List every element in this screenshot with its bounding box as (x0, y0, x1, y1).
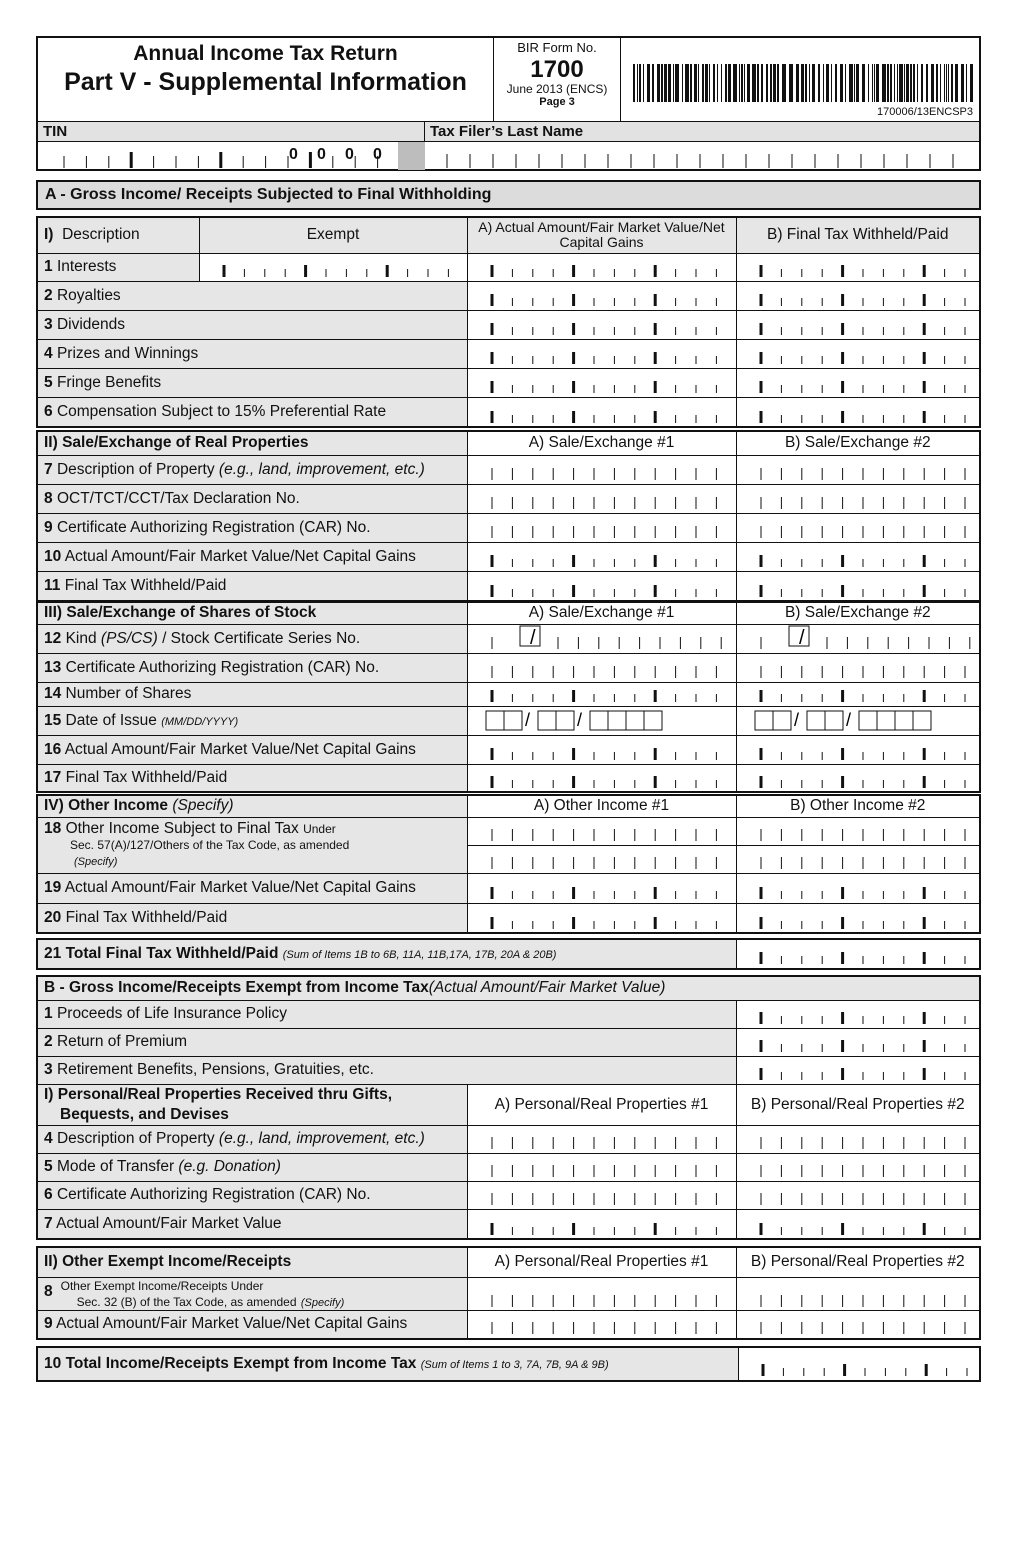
property-desc-2-field[interactable] (736, 455, 980, 484)
other-tax-2-field[interactable] (736, 903, 980, 933)
property-desc-1-field[interactable] (467, 455, 736, 484)
row-8-label: 8 OCT/TCT/CCT/Tax Declaration No. (37, 484, 467, 513)
other-exempt-2-field[interactable] (736, 1277, 980, 1311)
exempt-amount-2-field[interactable] (736, 1311, 980, 1339)
barcode-image (633, 64, 973, 102)
transfer-mode-1-field[interactable] (467, 1153, 736, 1181)
row-7-label: 7 Description of Property (e.g., land, improvement, etc.) (37, 455, 467, 484)
section-a-part2-table (36, 430, 981, 602)
real-tax-2-field[interactable] (736, 571, 980, 601)
b-part2-col-a-header: A) Personal/Real Properties #1 (467, 1247, 736, 1277)
royalties-tax-field[interactable] (736, 281, 980, 310)
b-row-6-label: 6 Certificate Authorizing Registration (CAR) No. (37, 1181, 467, 1209)
stock-tax-2-field[interactable] (736, 764, 980, 792)
gift-desc-1-field[interactable] (467, 1125, 736, 1153)
part2-col-a-header: A) Sale/Exchange #1 (467, 431, 736, 455)
exempt-header: Exempt (199, 217, 467, 253)
part3-col-a-header: A) Sale/Exchange #1 (467, 602, 736, 624)
tin-row (36, 121, 981, 171)
row-15-label: 15 Date of Issue (MM/DD/YYYY) (37, 706, 467, 735)
issue-date-1-field[interactable] (467, 706, 736, 735)
section-a-part1-table (36, 216, 981, 428)
transfer-mode-2-field[interactable] (736, 1153, 980, 1181)
b-part1-col-a-header: A) Personal/Real Properties #1 (467, 1084, 736, 1125)
row-3-label: 3 Dividends (37, 310, 467, 339)
total-final-tax-field[interactable] (736, 939, 980, 969)
tin-branch-digit: 0 (317, 146, 326, 163)
real-tax-1-field[interactable] (467, 571, 736, 601)
gift-car-2-field[interactable] (736, 1181, 980, 1209)
svg-text:/: / (793, 709, 799, 730)
other-income-2a-field[interactable] (736, 817, 980, 845)
real-amount-1-field[interactable] (467, 542, 736, 571)
row-16-label: 16 Actual Amount/Fair Market Value/Net Capital Gains (37, 735, 467, 764)
gift-amount-2-field[interactable] (736, 1209, 980, 1239)
shares-count-1-field[interactable] (467, 682, 736, 706)
car-no-2-field[interactable] (736, 513, 980, 542)
form-title-block (38, 38, 494, 123)
row-18-label: 18 Other Income Subject to Final Tax Under Sec. 57(A)/127/Others of the Tax Code, as amended (Specify) (37, 817, 467, 873)
stock-car-1-field[interactable] (467, 653, 736, 682)
row-5-label: 5 Fringe Benefits (37, 368, 467, 397)
life-insurance-field[interactable] (736, 1000, 980, 1028)
real-amount-2-field[interactable] (736, 542, 980, 571)
b-row-1-label: 1 Proceeds of Life Insurance Policy (37, 1000, 736, 1028)
b-row-10-label: 10 Total Income/Receipts Exempt from Income Tax (Sum of Items 1 to 3, 7A, 7B, 9A & 9B) (37, 1347, 738, 1381)
svg-text:/: / (845, 709, 851, 730)
dividends-tax-field[interactable] (736, 310, 980, 339)
other-income-1a-field[interactable] (467, 817, 736, 845)
b-part2-header: II) Other Exempt Income/Receipts (37, 1247, 467, 1277)
other-amount-1-field[interactable] (467, 873, 736, 903)
row-20-label: 20 Final Tax Withheld/Paid (37, 903, 467, 933)
section-a-part3-table (36, 601, 981, 793)
row-14-label: 14 Number of Shares (37, 682, 467, 706)
description-header: I) Description (37, 217, 199, 253)
b-row-5-label: 5 Mode of Transfer (e.g. Donation) (37, 1153, 467, 1181)
tin-branch-digit: 0 (345, 146, 354, 163)
compensation-amount-field[interactable] (467, 397, 736, 427)
interests-exempt-field[interactable] (199, 253, 467, 281)
tin-input[interactable] (38, 142, 425, 170)
part4-header: IV) Other Income (Specify) (37, 795, 467, 817)
stock-kind-2-field[interactable] (736, 624, 980, 653)
form-number-label: BIR Form No. (517, 40, 597, 55)
stock-car-2-field[interactable] (736, 653, 980, 682)
section-a-header (36, 180, 981, 210)
form-title: Annual Income Tax Return (133, 42, 398, 65)
part4-col-a-header: A) Other Income #1 (467, 795, 736, 817)
stock-amount-2-field[interactable] (736, 735, 980, 764)
row-19-label: 19 Actual Amount/Fair Market Value/Net Capital Gains (37, 873, 467, 903)
oct-no-1-field[interactable] (467, 484, 736, 513)
svg-text:/: / (529, 626, 536, 649)
part3-col-b-header: B) Sale/Exchange #2 (736, 602, 980, 624)
other-amount-2-field[interactable] (736, 873, 980, 903)
fringe-amount-field[interactable] (467, 368, 736, 397)
part4-col-b-header: B) Other Income #2 (736, 795, 980, 817)
svg-text:/: / (524, 709, 530, 730)
actual-amount-header: A) Actual Amount/Fair Market Value/Net Capital Gains (467, 217, 736, 253)
row-6-label: 6 Compensation Subject to 15% Preferential Rate (37, 397, 467, 427)
total-exempt-field[interactable] (738, 1347, 980, 1381)
gift-car-1-field[interactable] (467, 1181, 736, 1209)
section-b-part2-table (36, 1246, 981, 1340)
dividends-amount-field[interactable] (467, 310, 736, 339)
section-b-total-table (36, 1346, 981, 1382)
page-number: Page 3 (539, 96, 575, 109)
form-header (36, 36, 981, 121)
part2-col-b-header: B) Sale/Exchange #2 (736, 431, 980, 455)
row-12-label: 12 Kind (PS/CS) / Stock Certificate Series No. (37, 624, 467, 653)
oct-no-2-field[interactable] (736, 484, 980, 513)
tin-shaded-box (398, 142, 425, 170)
section-b-header: B - Gross Income/Receipts Exempt from Income Tax(Actual Amount/Fair Market Value) (37, 976, 980, 1000)
compensation-tax-field[interactable] (736, 397, 980, 427)
royalties-amount-field[interactable] (467, 281, 736, 310)
row-11-label: 11 Final Tax Withheld/Paid (37, 571, 467, 601)
row-17-label: 17 Final Tax Withheld/Paid (37, 764, 467, 792)
other-income-2b-field[interactable] (736, 845, 980, 873)
car-no-1-field[interactable] (467, 513, 736, 542)
last-name-input[interactable] (425, 142, 979, 170)
b-row-4-label: 4 Description of Property (e.g., land, improvement, etc.) (37, 1125, 467, 1153)
row-21-label: 21 Total Final Tax Withheld/Paid (Sum of Items 1B to 6B, 11A, 11B,17A, 17B, 20A & 20B) (37, 939, 736, 969)
other-income-1b-field[interactable] (467, 845, 736, 873)
part3-header: III) Sale/Exchange of Shares of Stock (37, 602, 467, 624)
final-tax-header: B) Final Tax Withheld/Paid (736, 217, 980, 253)
b-part1-header: I) Personal/Real Properties Received thru Gifts, Bequests, and Devises (37, 1084, 467, 1125)
row-1-label: 1 Interests (37, 253, 199, 281)
retirement-benefits-field[interactable] (736, 1056, 980, 1084)
section-b-table (36, 975, 981, 1240)
b-row-2-label: 2 Return of Premium (37, 1028, 736, 1056)
b-row-7-label: 7 Actual Amount/Fair Market Value (37, 1209, 467, 1239)
svg-text:/: / (576, 709, 582, 730)
b-part1-col-b-header: B) Personal/Real Properties #2 (736, 1084, 980, 1125)
last-name-label: Tax Filer’s Last Name (425, 122, 979, 142)
form-page (36, 36, 981, 1372)
prizes-amount-field[interactable] (467, 339, 736, 368)
b-row-9-label: 9 Actual Amount/Fair Market Value/Net Capital Gains (37, 1311, 467, 1339)
svg-text:/: / (798, 626, 805, 649)
stock-tax-1-field[interactable] (467, 764, 736, 792)
other-tax-1-field[interactable] (467, 903, 736, 933)
row-2-label: 2 Royalties (37, 281, 467, 310)
b-part2-col-b-header: B) Personal/Real Properties #2 (736, 1247, 980, 1277)
form-date: June 2013 (ENCS) (506, 81, 608, 96)
other-exempt-1-field[interactable] (467, 1277, 736, 1311)
part2-header: II) Sale/Exchange of Real Properties (37, 431, 467, 455)
section-a-part4-table (36, 794, 981, 934)
b-row-8-label: 8 Other Exempt Income/Receipts Under Sec. 32 (B) of the Tax Code, as amended (Specify) (37, 1277, 467, 1311)
section-a-title: A - Gross Income/ Receipts Subjected to Final Withholding (45, 186, 492, 203)
stock-kind-1-field[interactable] (467, 624, 736, 653)
interests-tax-field[interactable] (736, 253, 980, 281)
tin-branch-digit: 0 (373, 146, 382, 163)
form-subtitle: Part V - Supplemental Information (64, 68, 467, 96)
gift-desc-2-field[interactable] (736, 1125, 980, 1153)
form-number-block (494, 38, 621, 123)
row-13-label: 13 Certificate Authorizing Registration (CAR) No. (37, 653, 467, 682)
row-9-label: 9 Certificate Authorizing Registration (CAR) No. (37, 513, 467, 542)
section-a-total-table (36, 938, 981, 970)
gift-amount-1-field[interactable] (467, 1209, 736, 1239)
tin-branch-digit: 0 (289, 146, 298, 163)
stock-amount-1-field[interactable] (467, 735, 736, 764)
barcode-text: 170006/13ENCSP3 (876, 106, 973, 118)
form-number: 1700 (530, 55, 584, 83)
return-premium-field[interactable] (736, 1028, 980, 1056)
fringe-tax-field[interactable] (736, 368, 980, 397)
interests-amount-field[interactable] (467, 253, 736, 281)
prizes-tax-field[interactable] (736, 339, 980, 368)
issue-date-2-field[interactable] (736, 706, 980, 735)
b-row-3-label: 3 Retirement Benefits, Pensions, Gratuities, etc. (37, 1056, 736, 1084)
shares-count-2-field[interactable] (736, 682, 980, 706)
exempt-amount-1-field[interactable] (467, 1311, 736, 1339)
row-4-label: 4 Prizes and Winnings (37, 339, 467, 368)
tin-label: TIN (38, 122, 425, 142)
row-10-label: 10 Actual Amount/Fair Market Value/Net Capital Gains (37, 542, 467, 571)
